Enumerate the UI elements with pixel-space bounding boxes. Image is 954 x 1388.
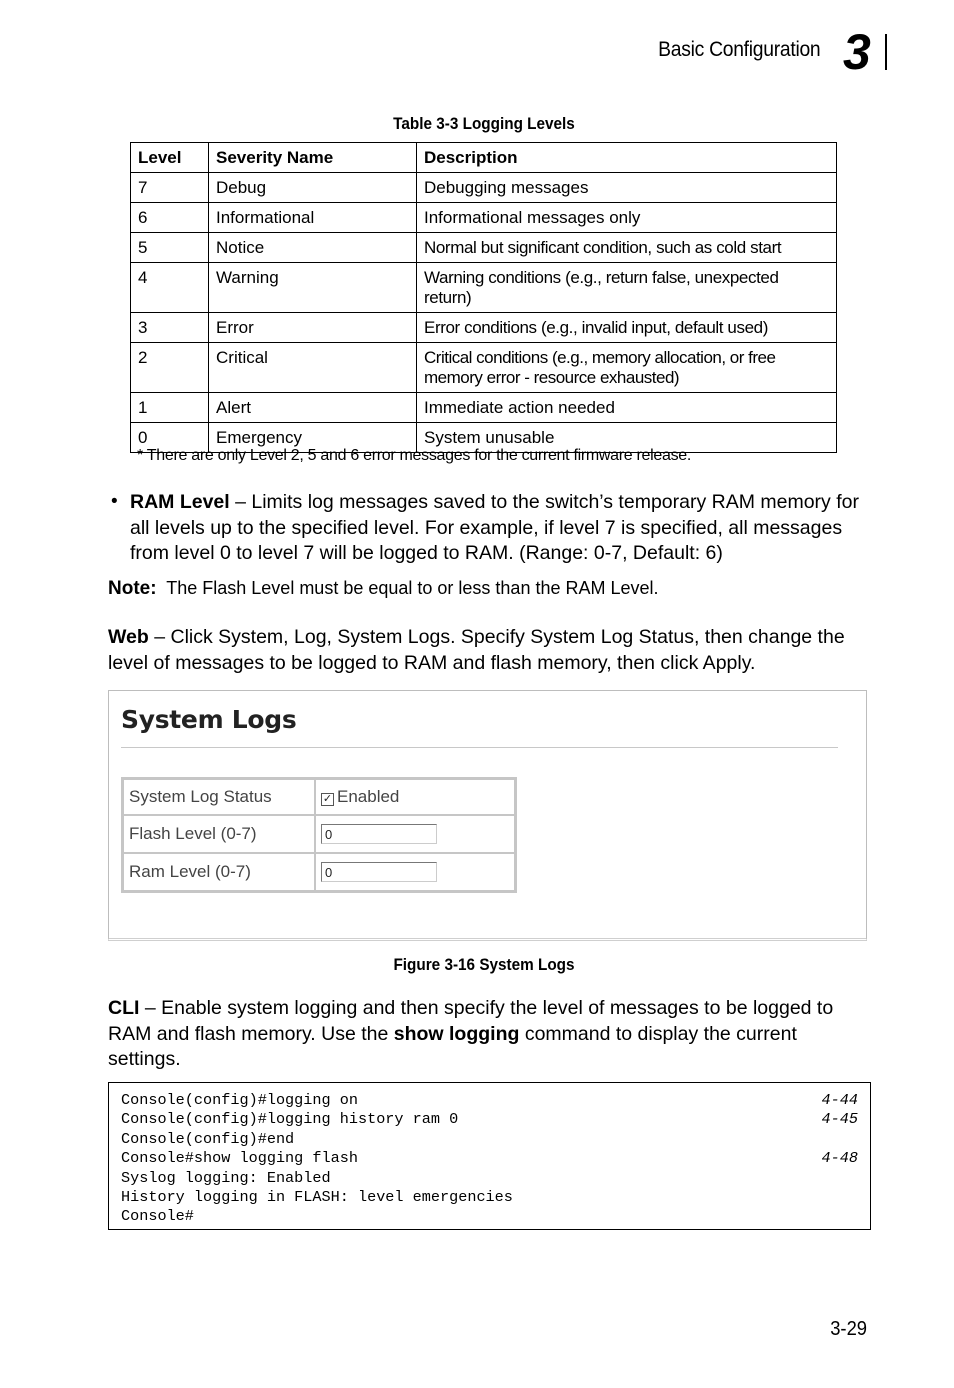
level-cell: 5: [131, 233, 209, 263]
flash-level-cell: [315, 815, 515, 853]
logging-levels-table: [130, 142, 837, 453]
cli-text-after: command to display the current settings.: [108, 1022, 797, 1070]
cli-command: show logging: [393, 1022, 520, 1045]
code-line: [121, 1130, 858, 1149]
enabled-checkbox[interactable]: ✓: [322, 793, 333, 805]
bullet-marker: •: [111, 491, 118, 512]
severity-name-cell: Informational: [209, 203, 417, 233]
system-log-status-cell: [315, 779, 515, 815]
ram-level-text: – Limits log messages saved to the switch’s temporary RAM memory for all levels up to the specified level. For example, if level 7 is specified, all messages from level 0 to level 7 will be logged to RAM. (Range: 0-7, Default: 6): [130, 491, 859, 564]
severity-name-cell: Emergency: [209, 423, 417, 453]
enabled-label: Enabled: [337, 787, 400, 806]
severity-name-cell: Notice: [209, 233, 417, 263]
note-paragraph: [108, 578, 659, 600]
level-cell: 4: [131, 263, 209, 313]
level-cell: 1: [131, 393, 209, 423]
column-header-severity-name: Severity Name: [209, 143, 417, 173]
table-row: [131, 173, 837, 203]
table-row: [131, 393, 837, 423]
code-line: [121, 1091, 858, 1110]
page-number: 3-29: [830, 1318, 867, 1340]
column-header-level: Level: [131, 143, 209, 173]
ram-level-input[interactable]: 0: [321, 862, 437, 882]
severity-name-cell: Critical: [209, 343, 417, 393]
flash-level-label: Flash Level (0-7): [123, 815, 315, 853]
system-logs-form: [121, 777, 517, 893]
table-caption: Table 3-3 Logging Levels: [393, 114, 575, 133]
code-text: Console(config)#end: [121, 1129, 295, 1148]
table-row: [131, 203, 837, 233]
code-line: [121, 1110, 858, 1129]
figure-caption: Figure 3-16 System Logs: [393, 955, 575, 974]
code-text: Console(config)#logging history ram 0: [121, 1110, 459, 1129]
web-text: – Click System, Log, System Logs. Specify System Log Status, then change the level of messages to be logged to RAM and flash memory, then click Apply.: [108, 626, 845, 674]
code-reference: 4-45: [821, 1110, 858, 1129]
chapter-divider: [885, 34, 887, 70]
note-label: Note:: [108, 578, 157, 599]
level-cell: 3: [131, 313, 209, 343]
description-cell: Immediate action needed: [417, 393, 837, 423]
description-cell: Error conditions (e.g., invalid input, default used): [417, 313, 837, 343]
code-reference: 4-44: [821, 1091, 858, 1109]
table-header-row: [131, 143, 837, 173]
description-cell: Normal but significant condition, such as cold start: [417, 233, 837, 263]
web-term: Web: [108, 626, 149, 648]
description-cell: Informational messages only: [417, 203, 837, 233]
level-cell: 2: [131, 343, 209, 393]
code-text: History logging in FLASH: level emergencies: [121, 1187, 513, 1206]
code-line: [121, 1207, 858, 1226]
table-row: [131, 343, 837, 393]
ram-level-paragraph: [130, 490, 875, 567]
form-row-ram: [123, 853, 515, 891]
cli-text-before: – Enable system logging and then specify the level of messages to be logged to RAM and flash memory. Use the: [108, 997, 834, 1045]
flash-level-input[interactable]: 0: [321, 824, 437, 844]
system-logs-screenshot: [108, 690, 867, 941]
form-row-status: [123, 779, 515, 815]
running-header: Basic Configuration: [657, 38, 820, 61]
description-cell: Critical conditions (e.g., memory allocation, or free memory error - resource exhausted): [417, 343, 837, 393]
code-text: Console(config)#logging on: [121, 1091, 358, 1109]
description-cell: Warning conditions (e.g., return false, unexpected return): [417, 263, 837, 313]
title-divider: [121, 747, 838, 748]
severity-name-cell: Warning: [209, 263, 417, 313]
severity-name-cell: Alert: [209, 393, 417, 423]
severity-name-cell: Error: [209, 313, 417, 343]
system-logs-title: System Logs: [121, 705, 297, 734]
level-cell: 0: [131, 423, 209, 453]
cli-paragraph: [108, 996, 873, 1073]
code-text: Console#: [121, 1207, 194, 1226]
note-text: The Flash Level must be equal to or less than the RAM Level.: [166, 578, 659, 598]
description-cell: System unusable: [417, 423, 837, 453]
code-text: Syslog logging: Enabled: [121, 1168, 331, 1187]
ram-level-label: Ram Level (0-7): [123, 853, 315, 891]
cli-code-block: [108, 1082, 871, 1230]
code-line: [121, 1188, 858, 1207]
ram-level-cell: [315, 853, 515, 891]
table-row: [131, 263, 837, 313]
table-row: [131, 233, 837, 263]
web-paragraph: [108, 625, 868, 676]
code-line: [121, 1169, 858, 1188]
system-log-status-label: System Log Status: [123, 779, 315, 815]
chapter-number: 3: [843, 24, 871, 80]
table-footnote: * There are only Level 2, 5 and 6 error messages for the current firmware release.: [137, 447, 692, 464]
table-row: [131, 313, 837, 343]
code-reference: 4-48: [821, 1149, 858, 1168]
ram-level-term: RAM Level: [130, 491, 230, 513]
cli-term: CLI: [108, 997, 140, 1019]
level-cell: 7: [131, 173, 209, 203]
description-cell: Debugging messages: [417, 173, 837, 203]
form-row-flash: [123, 815, 515, 853]
column-header-description: Description: [417, 143, 837, 173]
level-cell: 6: [131, 203, 209, 233]
code-line: [121, 1149, 858, 1168]
code-text: Console#show logging flash: [121, 1149, 358, 1168]
severity-name-cell: Debug: [209, 173, 417, 203]
